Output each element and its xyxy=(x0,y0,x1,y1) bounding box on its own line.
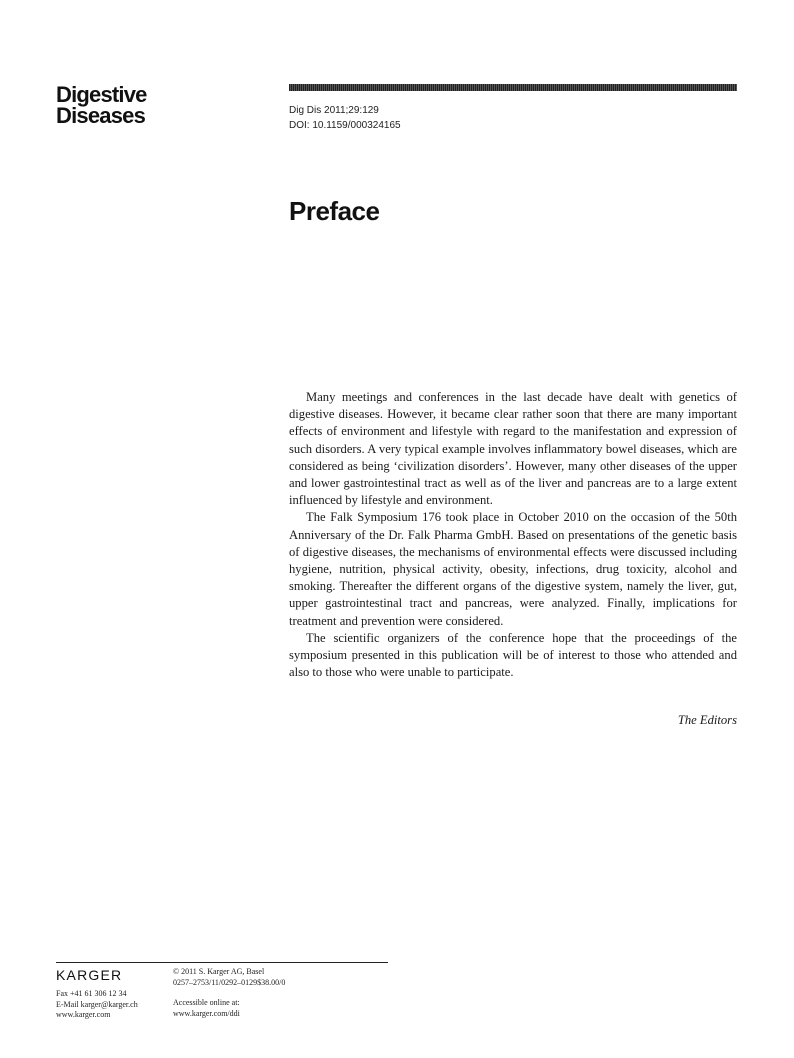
article-title: Preface xyxy=(289,196,380,226)
publisher-logo: KARGER xyxy=(56,967,123,983)
signature: The Editors xyxy=(677,713,737,727)
journal-name-line2: Diseases xyxy=(56,103,146,128)
journal-logo xyxy=(56,84,147,126)
online-access xyxy=(173,998,240,1019)
paragraph-2: The Falk Symposium 176 took place in October 2010 on the occasion of the 50th Anniversary of the Dr. Falk Pharma GmbH. Based on presentations of the genetic basis of digestive diseases, the mechanisms of environmental effects were discussed including hygiene, nutrition, physical activity, obesity, infections, drug toxicity, alcohol and smoking. Thereafter the different organs of the digestive system, namely the liver, gut, upper gastrointestinal tract and pancreas, were analyzed. Finally, implications for treatment and prevention were considered. xyxy=(289,510,737,628)
header-rule xyxy=(289,84,737,91)
citation-doi: DOI: 10.1159/000324165 xyxy=(289,120,401,131)
citation-block xyxy=(289,103,401,133)
citation-ref: Dig Dis 2011;29:129 xyxy=(289,105,379,116)
copyright-block xyxy=(173,967,285,988)
footer-rule xyxy=(56,962,388,963)
publisher-website[interactable]: www.karger.com xyxy=(56,1010,111,1019)
publisher-email[interactable]: E-Mail karger@karger.ch xyxy=(56,999,138,1009)
copyright-text: © 2011 S. Karger AG, Basel xyxy=(173,967,265,976)
publisher-fax: Fax +41 61 306 12 34 xyxy=(56,989,127,998)
article-body xyxy=(289,389,737,681)
publisher-contact xyxy=(56,989,138,1021)
issn-text: 0257–2753/11/0292–0129$38.00/0 xyxy=(173,977,286,987)
paragraph-3: The scientific organizers of the conference hope that the proceedings of the symposium presented in this publication will be of interest to those who attended and also to those who were unable to participate. xyxy=(289,630,737,680)
online-label: Accessible online at: xyxy=(173,998,240,1007)
journal-name-line1: Digestive xyxy=(56,82,147,107)
paragraph-1: Many meetings and conferences in the last decade have dealt with genetics of digestive diseases. However, it became clear rather soon that there are many important effects of environment and lifestyle with regard to the manifestation and expression of such disorders. A very typical example involves inflammatory bowel diseases, which are considered as being ‘civilization disorders’. However, many other diseases of the upper and lower gastrointestinal tract as well as of the liver and pancreas are to a large extent influenced by lifestyle and environment. xyxy=(289,390,737,508)
online-url[interactable]: www.karger.com/ddi xyxy=(173,1008,240,1018)
